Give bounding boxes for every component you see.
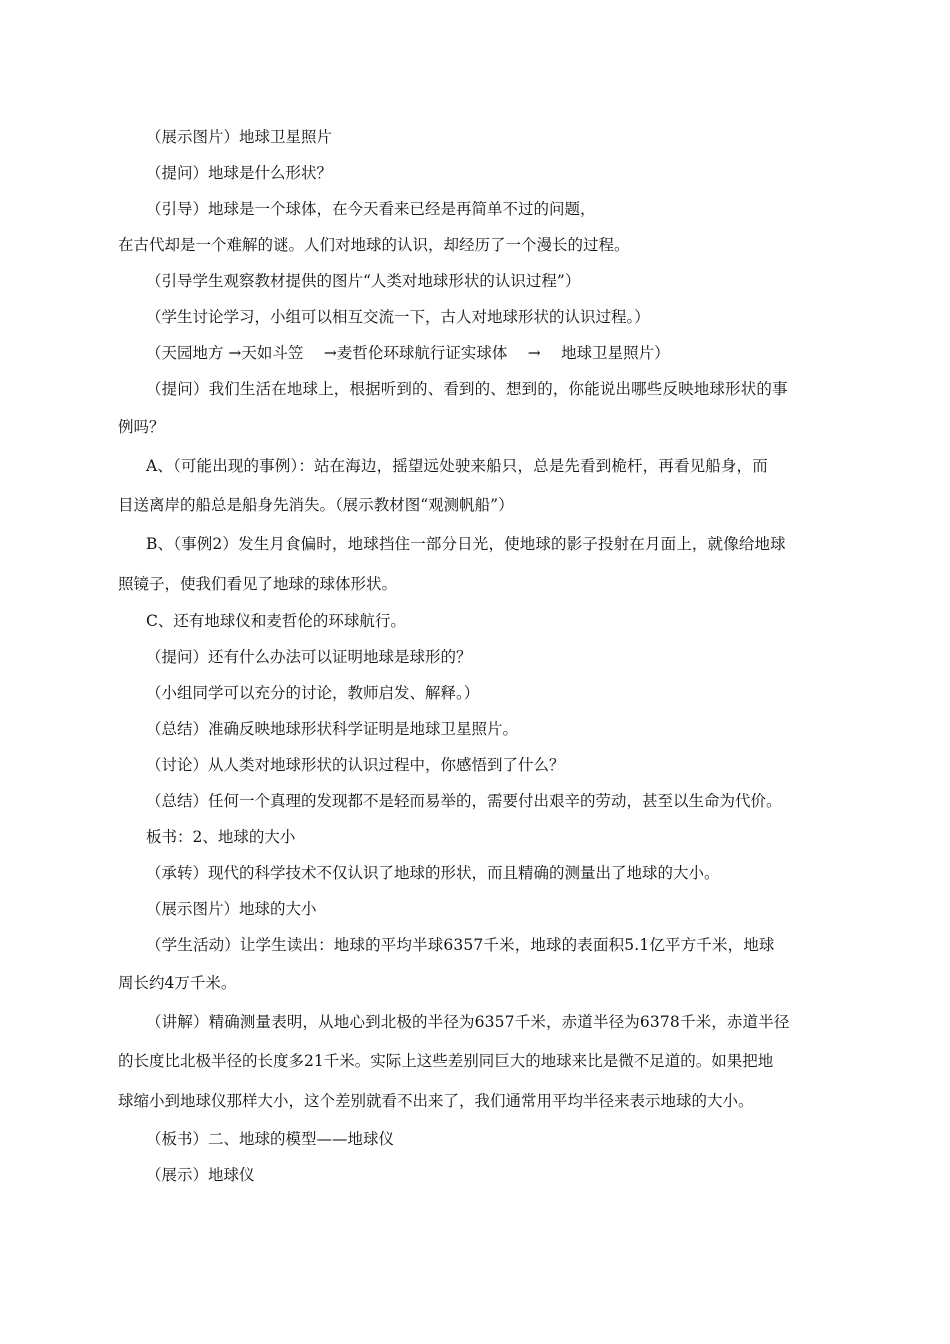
text-line-summary-truth: （总结）任何一个真理的发现都不是轻而易举的，需要付出艰辛的劳动，甚至以生命为代价。 (146, 792, 782, 810)
text-line-ancient-mystery: 在古代却是一个难解的谜。人们对地球的认识，却经历了一个漫长的过程。 (118, 236, 630, 254)
text-line-question-shape: （提问）地球是什么形状？ (146, 164, 333, 182)
text-line-question-examples-cont: 例吗？ (118, 418, 165, 436)
text-line-show-size: （展示图片）地球的大小 (146, 900, 317, 918)
text-line-explain-radius: （讲解）精确测量表明，从地心到北极的半径为6357千米，赤道半径为6378千米，赤道半径 (146, 1013, 790, 1031)
text-line-explain-radius-cont: 的长度比北极半径的长度多21千米。实际上这些差别同巨大的地球来比是微不足道的。如果把地 (118, 1052, 774, 1070)
text-line-show-globe: （展示）地球仪 (146, 1166, 255, 1184)
text-line-student-activity: （学生活动）让学生读出：地球的平均半球6357千米，地球的表面积5.1亿平方千米，地球 (146, 936, 775, 954)
text-line-summary-photo: （总结）准确反映地球形状科学证明是地球卫星照片。 (146, 720, 519, 738)
text-line-guide-sphere: （引导）地球是一个球体，在今天看来已经是再简单不过的问题， (146, 200, 596, 218)
text-line-example-a-cont: 目送离岸的船总是船身先消失。（展示教材图“观测帆船”） (118, 496, 514, 514)
text-line-example-b-cont: 照镜子，使我们看见了地球的球体形状。 (118, 575, 398, 593)
text-line-explain-radius-end: 球缩小到地球仪那样大小，这个差别就看不出来了，我们通常用平均半径来表示地球的大小。 (118, 1092, 754, 1110)
text-line-board-globe-model: （板书）二、地球的模型——地球仪 (146, 1130, 395, 1148)
text-line-cognition-sequence: （天园地方 →天如斗笠 →麦哲伦环球航行证实球体 → 地球卫星照片） (146, 344, 670, 362)
text-line-example-c: C、还有地球仪和麦哲伦的环球航行。 (146, 612, 406, 630)
text-line-student-activity-cont: 周长约4万千米。 (118, 974, 237, 992)
text-line-show-satellite-photo: （展示图片）地球卫星照片 (146, 128, 333, 146)
text-line-board-size: 板书：2、地球的大小 (146, 828, 296, 846)
text-line-group-discussion: （小组同学可以充分的讨论，教师启发、解释。） (146, 684, 480, 702)
text-line-question-proof: （提问）还有什么办法可以证明地球是球形的？ (146, 648, 472, 666)
text-line-question-examples: （提问）我们生活在地球上，根据听到的、看到的、想到的，你能说出哪些反映地球形状的事 (146, 380, 788, 398)
text-line-student-discussion: （学生讨论学习，小组可以相互交流一下，古人对地球形状的认识过程。） (146, 308, 650, 326)
text-line-discussion-insight: （讨论）从人类对地球形状的认识过程中，你感悟到了什么？ (146, 756, 565, 774)
text-line-example-a: A、（可能出现的事例）：站在海边，摇望远处驶来船只，总是先看到桅杆，再看见船身，而 (146, 457, 768, 475)
text-line-guide-observe: （引导学生观察教材提供的图片“人类对地球形状的认识过程”） (146, 272, 581, 290)
text-line-transition: （承转）现代的科学技术不仅认识了地球的形状，而且精确的测量出了地球的大小。 (146, 864, 720, 882)
text-line-example-b: B、（事例2）发生月食偏时，地球挡住一部分日光，使地球的影子投射在月面上，就像给地球 (146, 535, 786, 553)
